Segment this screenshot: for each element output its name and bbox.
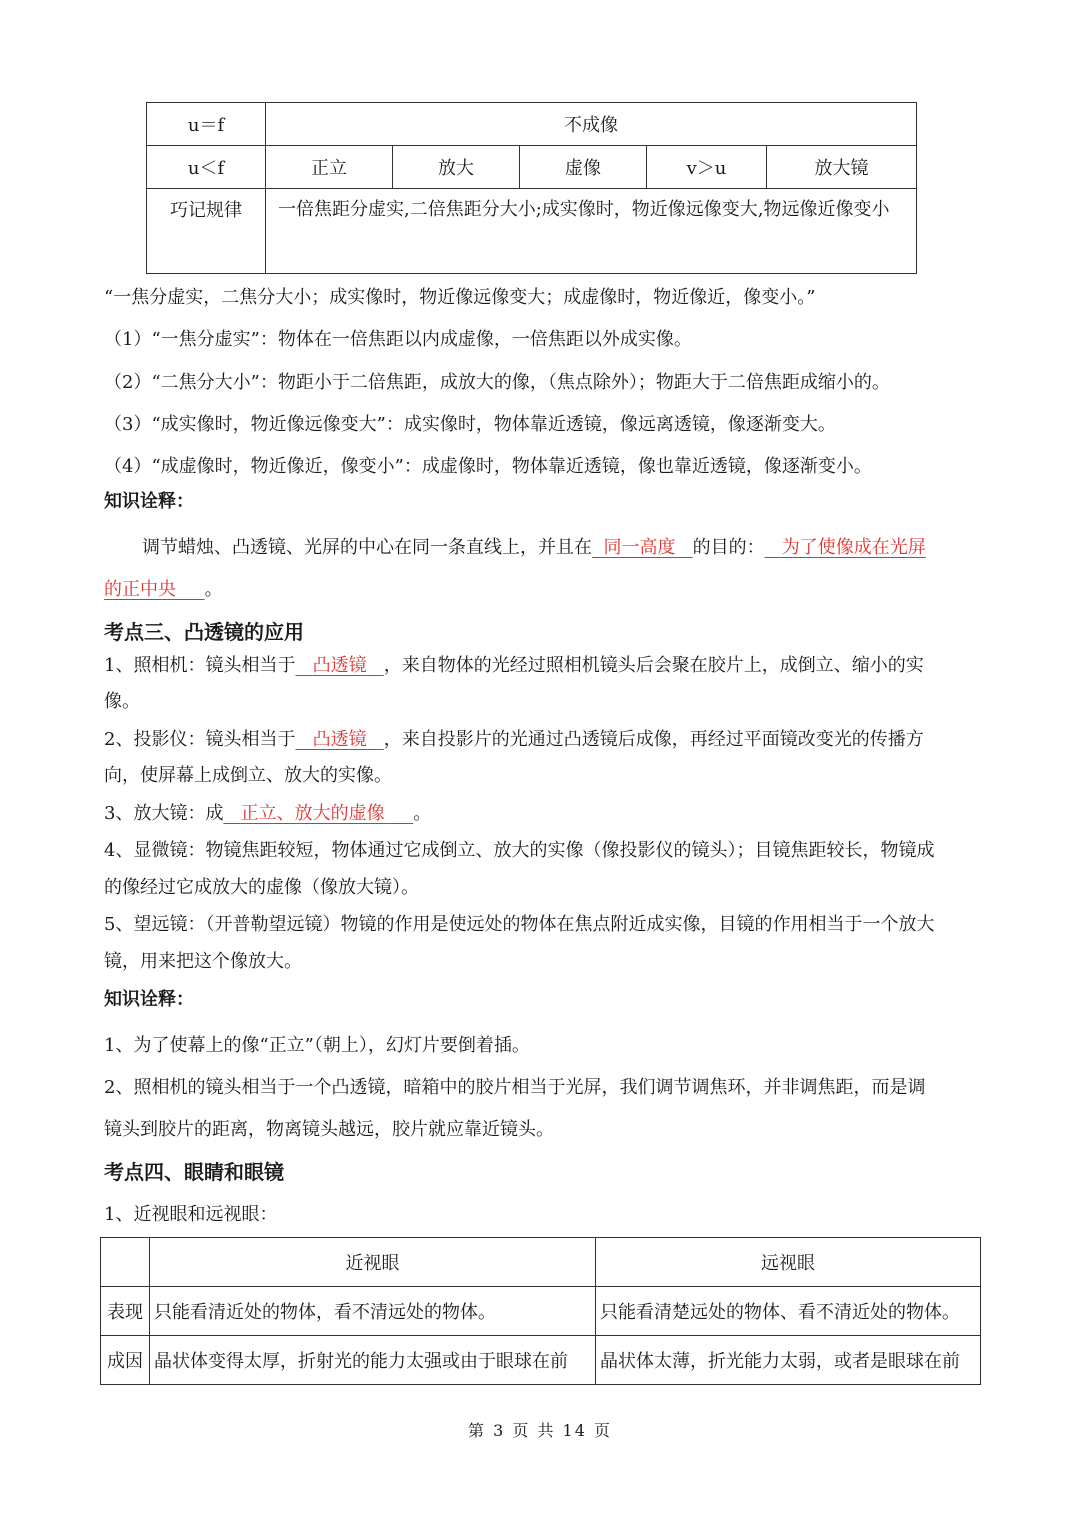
answer-blank: 的正中央 — [104, 579, 176, 600]
rule-label-cell: 巧记规律 — [147, 189, 266, 274]
answer-blank: 同一高度 — [603, 537, 676, 558]
result-cell: 不成像 — [266, 103, 917, 146]
section-intro: 1、近视眼和远视眼： — [104, 1204, 278, 1225]
image-type-cell: 虚像 — [520, 146, 647, 189]
rule-text-cell: 一倍焦距分虚实,二倍焦距分大小;成实像时，物近像远像变大,物远像近像变小 — [266, 189, 917, 274]
header-cell-farsighted: 远视眼 — [596, 1238, 981, 1287]
mnemonic-quote: “一焦分虚实，二焦分大小；成实像时，物近像远像变大；成虚像时，物近像近，像变小。” — [104, 287, 816, 308]
list-item: 1、照相机：镜头相当于 凸透镜 ，来自物体的光经过照相机镜头后会聚在胶片上，成倒立、缩小的实 — [104, 655, 924, 676]
answer-blank: 凸透镜 — [312, 655, 367, 676]
explain-paragraph-cont: 镜头到胶片的距离，物离镜头越远，胶片就应靠近镜头。 — [104, 1119, 554, 1140]
table-row — [147, 146, 917, 189]
nearsighted-cell: 只能看清近处的物体，看不清远处的物体。 — [150, 1287, 596, 1336]
mnemonic-item: （4）“成虚像时，物近像近，像变小”：成虚像时，物体靠近透镜，像也靠近透镜，像逐渐变小。 — [104, 456, 872, 477]
section-title: 考点三、凸透镜的应用 — [104, 620, 304, 644]
header-cell-nearsighted: 近视眼 — [150, 1238, 596, 1287]
explain-paragraph-cont: 的正中央 。 — [104, 579, 223, 600]
list-item: 4、显微镜：物镜焦距较短，物体通过它成倒立、放大的实像（像投影仪的镜头）；目镜焦距较长，物镜成 — [104, 840, 935, 861]
farsighted-cell: 只能看清楚远处的物体、看不清近处的物体。 — [596, 1287, 981, 1336]
explain-title: 知识诠释： — [104, 491, 194, 512]
application-cell: 放大镜 — [767, 146, 917, 189]
mnemonic-item: （3）“成实像时，物近像远像变大”：成实像时，物体靠近透镜，像远离透镜，像逐渐变大。 — [104, 414, 836, 435]
section-title: 考点四、眼睛和眼镜 — [104, 1160, 284, 1184]
header-cell — [101, 1238, 150, 1287]
condition-cell: u＜f — [147, 146, 266, 189]
table-row — [101, 1336, 981, 1385]
table-row — [101, 1287, 981, 1336]
table-row — [147, 103, 917, 146]
answer-blank: 正立、放大的虚像 — [240, 803, 385, 824]
answer-blank: 凸透镜 — [312, 729, 367, 750]
nearsighted-cell: 晶状体变得太厚，折射光的能力太强或由于眼球在前 — [150, 1336, 596, 1385]
answer-blank: 为了使像成在光屏 — [781, 537, 926, 558]
explain-paragraph: 1、为了使幕上的像“正立”（朝上），幻灯片要倒着插。 — [104, 1035, 530, 1056]
explain-paragraph: 调节蜡烛、凸透镜、光屏的中心在同一条直线上，并且在 同一高度 的目的： 为了使像成在光屏 — [142, 537, 926, 558]
size-cell: 放大 — [393, 146, 520, 189]
list-item-cont: 向，使屏幕上成倒立、放大的实像。 — [104, 765, 392, 786]
list-item-cont: 镜，用来把这个像放大。 — [104, 951, 302, 972]
list-item-cont: 的像经过它成放大的虚像（像放大镜）。 — [104, 877, 419, 898]
table-row — [147, 189, 917, 274]
explain-paragraph: 2、照相机的镜头相当于一个凸透镜，暗箱中的胶片相当于光屏，我们调节调焦环，并非调焦距，而是调 — [104, 1077, 926, 1098]
mnemonic-item: （1）“一焦分虚实”：物体在一倍焦距以内成虚像，一倍焦距以外成实像。 — [104, 329, 692, 350]
row-label: 成因 — [101, 1336, 150, 1385]
page-footer: 第 3 页 共 14 页 — [468, 1421, 612, 1440]
table-row — [101, 1238, 981, 1287]
distance-cell: v＞u — [647, 146, 767, 189]
orientation-cell: 正立 — [266, 146, 393, 189]
list-item: 3、放大镜：成 正立、放大的虚像 。 — [104, 803, 432, 824]
explain-title: 知识诠释： — [104, 989, 194, 1010]
list-item: 5、望远镜：（开普勒望远镜）物镜的作用是使远处的物体在焦点附近成实像，目镜的作用相当于一个放大 — [104, 914, 935, 935]
eye-comparison-table — [100, 1237, 981, 1385]
list-item-cont: 像。 — [104, 691, 140, 712]
farsighted-cell: 晶状体太薄，折光能力太弱，或者是眼球在前 — [596, 1336, 981, 1385]
row-label: 表现 — [101, 1287, 150, 1336]
lens-imaging-table — [146, 102, 917, 274]
list-item: 2、投影仪：镜头相当于 凸透镜 ，来自投影片的光通过凸透镜后成像，再经过平面镜改变光的传播方 — [104, 729, 924, 750]
mnemonic-item: （2）“二焦分大小”：物距小于二倍焦距，成放大的像，（焦点除外）；物距大于二倍焦距成缩小的。 — [104, 372, 890, 393]
condition-cell: u＝f — [147, 103, 266, 146]
